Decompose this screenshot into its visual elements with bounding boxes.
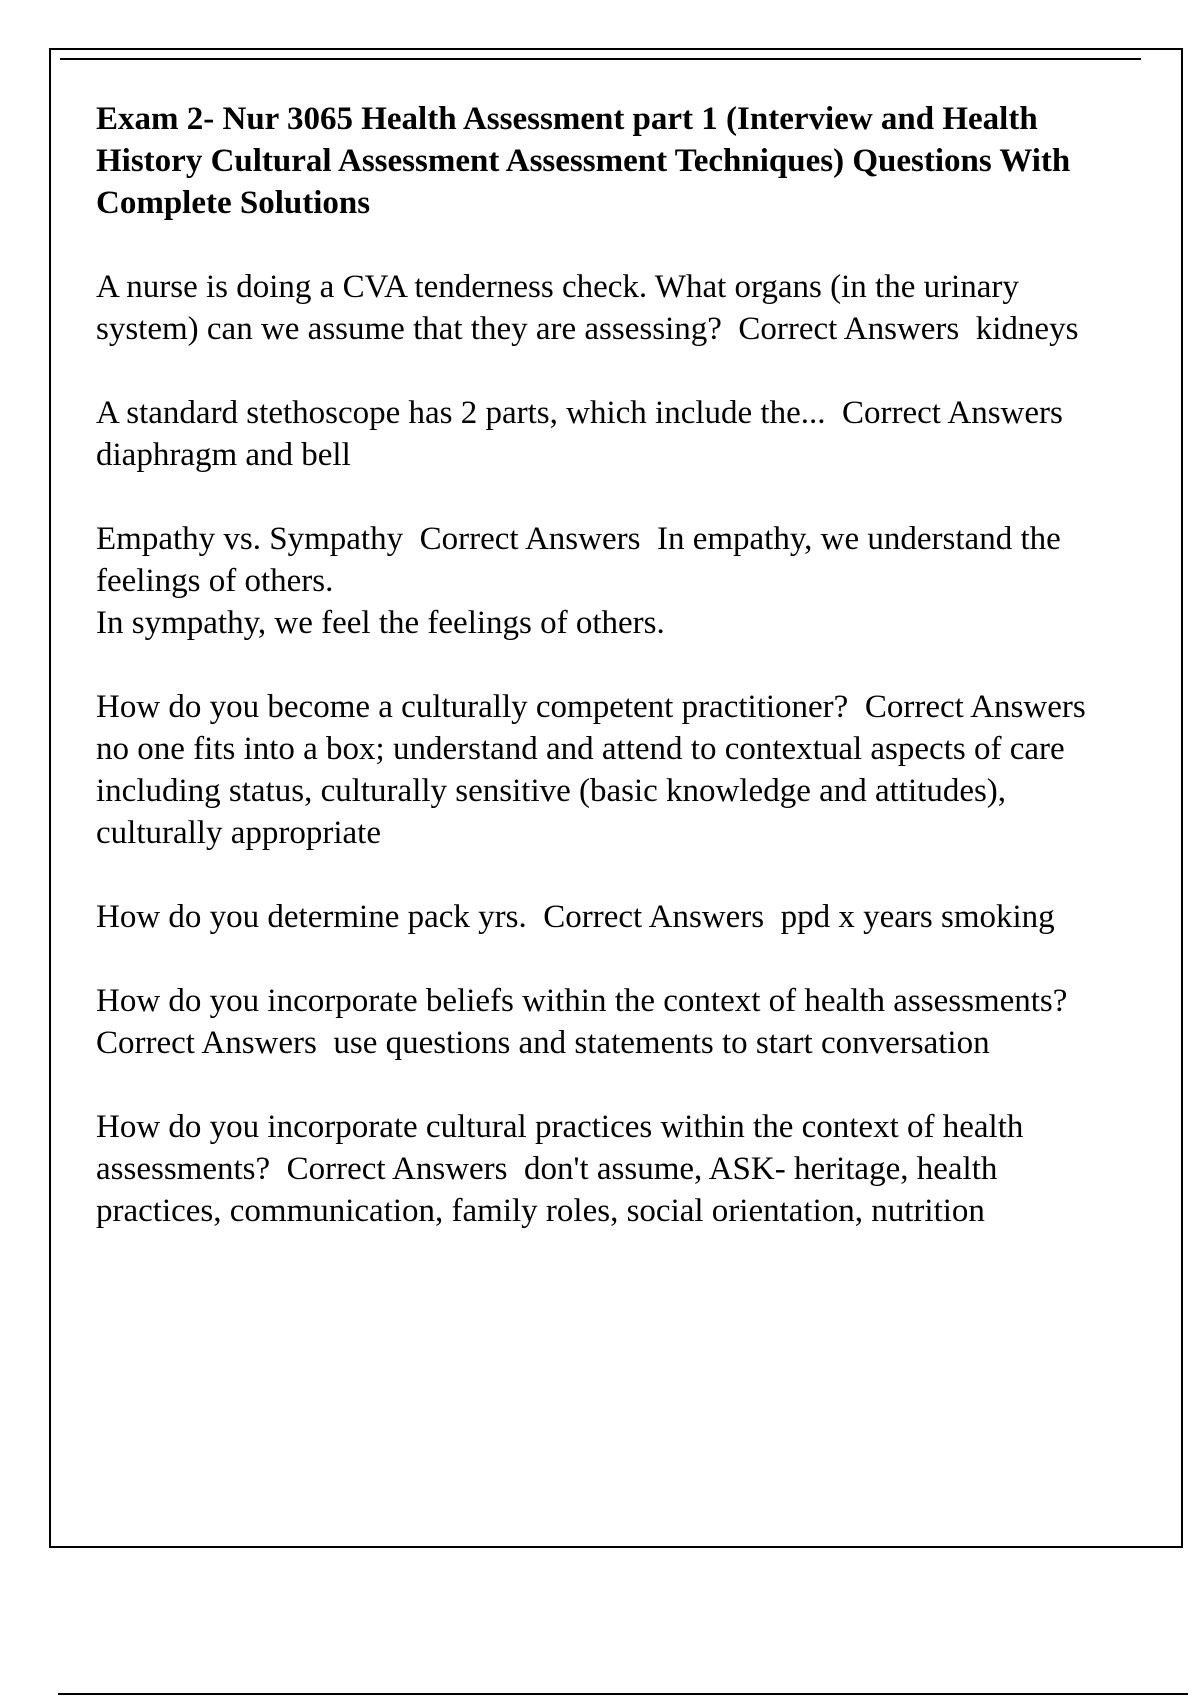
qa-item bbox=[96, 392, 1086, 476]
answer-text: diaphragm and bell bbox=[96, 437, 351, 473]
answer-marker: Correct Answers bbox=[842, 395, 1063, 431]
question-text: A nurse is doing a CVA tenderness check. What organs (in the urinary system) can we assume that they are assessing? bbox=[96, 269, 1028, 347]
question-text: How do you incorporate beliefs within the context of health assessments? bbox=[96, 983, 1068, 1019]
question-text: How do you determine pack yrs. bbox=[96, 899, 527, 935]
answer-text: don't assume, ASK- heritage, health practices, communication, family roles, social orientation, nutrition bbox=[96, 1151, 1006, 1229]
qa-item bbox=[96, 518, 1086, 644]
question-text: Empathy vs. Sympathy bbox=[96, 521, 404, 557]
answer-text: ppd x years smoking bbox=[780, 899, 1055, 935]
document-body bbox=[96, 98, 1086, 1274]
answer-marker: Correct Answers bbox=[864, 689, 1086, 725]
answer-marker: Correct Answers bbox=[286, 1151, 508, 1187]
answer-marker: Correct Answers bbox=[738, 311, 960, 347]
document-title: Exam 2- Nur 3065 Health Assessment part 1 (Interview and Health History Cultural Assessment Assessment Techniques) Questions With Complete Solutions bbox=[96, 101, 1071, 221]
question-text: A standard stethoscope has 2 parts, which include the... bbox=[96, 395, 826, 431]
qa-item bbox=[96, 266, 1086, 350]
bottom-rule bbox=[58, 1693, 1188, 1695]
answer-text: kidneys bbox=[975, 311, 1079, 347]
answer-marker: Correct Answers bbox=[96, 1025, 317, 1061]
question-text: How do you incorporate cultural practices within the context of health assessments? bbox=[96, 1109, 1032, 1187]
answer-text: use questions and statements to start conversation bbox=[333, 1025, 990, 1061]
qa-item bbox=[96, 896, 1086, 938]
answer-text: In empathy, we understand the feelings of others. In sympathy, we feel the feelings of others. bbox=[96, 521, 1061, 641]
answer-marker: Correct Answers bbox=[419, 521, 641, 557]
qa-item bbox=[96, 980, 1086, 1064]
question-text: How do you become a culturally competent practitioner? bbox=[96, 689, 849, 725]
answer-text: no one fits into a box; understand and attend to contextual aspects of care including status, culturally sensitive (basic knowledge and attitudes), culturally appropriate bbox=[96, 731, 1073, 851]
answer-marker: Correct Answers bbox=[543, 899, 765, 935]
qa-item bbox=[96, 686, 1086, 854]
top-rule bbox=[60, 58, 1141, 60]
qa-item bbox=[96, 1106, 1086, 1232]
